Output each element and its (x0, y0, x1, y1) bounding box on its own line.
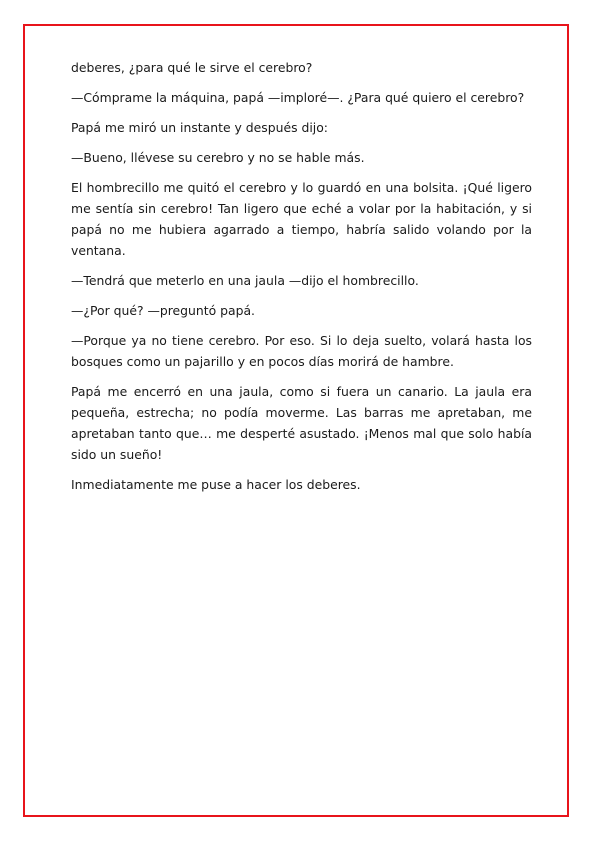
paragraph: Papá me miró un instante y después dijo: (71, 120, 328, 135)
paragraph: deberes, ¿para qué le sirve el cerebro? (71, 60, 313, 75)
paragraph: Inmediatamente me puse a hacer los deberes. (71, 477, 361, 492)
paragraph: Papá me encerró en una jaula, como si fuera un canario. La jaula era pequeña, estrecha; no podía moverme. Las barras me apretaban, me apretaban tanto que… me desperté asustado. ¡Menos mal que solo había sido un sueño! (71, 384, 532, 462)
paragraph: —¿Por qué? —preguntó papá. (71, 303, 255, 318)
paragraph: El hombrecillo me quitó el cerebro y lo guardó en una bolsita. ¡Qué ligero me sentía sin cerebro! Tan ligero que eché a volar por la habitación, y si papá no me hubiera agarrado a tiempo, habría salido volando por la ventana. (71, 180, 532, 258)
story-text (71, 57, 532, 504)
paragraph: —Cómprame la máquina, papá —imploré—. ¿Para qué quiero el cerebro? (71, 90, 525, 105)
paragraph: —Tendrá que meterlo en una jaula —dijo el hombrecillo. (71, 273, 419, 288)
paragraph: —Bueno, llévese su cerebro y no se hable más. (71, 150, 365, 165)
paragraph: —Porque ya no tiene cerebro. Por eso. Si lo deja suelto, volará hasta los bosques como un pajarillo y en pocos días morirá de hambre. (71, 333, 532, 369)
